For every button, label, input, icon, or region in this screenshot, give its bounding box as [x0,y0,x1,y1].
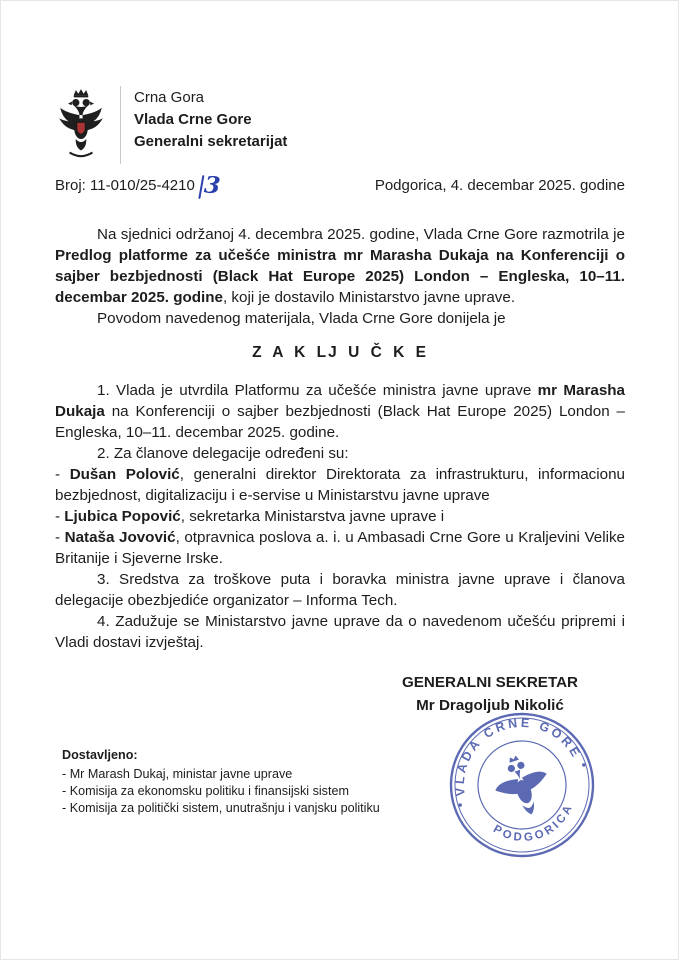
signer-title: GENERALNI SEKRETAR [401,674,579,691]
distribution-block [62,747,625,817]
conclusion-item-4: 4. Zadužuje se Ministarstvo javne uprave da o navedenom učešću pripremi i Vladi dostavi izvještaj. [55,613,625,651]
item1-text-end: na Konferenciji o sajber bezbjednosti (Black Hat Europe 2025) London – Engleska, 10–11. decembar 2025. godine. [55,403,625,441]
necks [74,105,89,115]
tail [76,139,86,150]
document-number-group [55,171,222,201]
signature-block [365,671,615,717]
signer-name: Mr Dragoljub Nikolić [416,697,564,714]
letterhead-divider [120,86,121,164]
place-and-date: Podgorica, 4. decembar 2025. godine [374,177,625,194]
letterhead-text [134,86,287,166]
conclusions-heading: Z A K LJ U Č K E [252,344,428,361]
item1-text: 1. Vlada je utvrdila Platformu za učešće ministra javne uprave [97,382,538,399]
shield [77,122,85,134]
delegation-member-2 [55,506,625,527]
proposal-title: Predlog platforme za učešće ministra mr Marasha Dukaja na Konferenciji o sajber bezbjednosti (Black Hat Europe 2025) London – Engleska, 10–11. decembar 2025. godine [55,247,625,306]
delegation-member-1 [55,464,625,506]
stamp-ring-top-text: VLADA CRNE GORE [452,715,585,797]
stamp-ring-bottom-text: PODGORICA [490,801,576,845]
left-beak [68,102,72,106]
government-name: Vlada Crne Gore [134,111,252,128]
conclusion-item-3: 3. Sredstva za troškove puta i boravka ministra javne uprave i članova delegacije obezbjediće organizator – Informa Tech. [55,571,625,609]
country-name: Crna Gora [134,89,205,106]
document-body [55,224,625,817]
document-number: Broj: 11-010/25-4210 [55,177,195,194]
dash: - [55,508,65,525]
distribution-item: - Komisija za ekonomsku politiku i finansijski sistem [62,784,349,798]
member-role: , generalni direktor Direktorata za infrastrukturu, informacionu bezbjednost, digitalizaciju i e-servise u Ministarstvu javne uprave [55,466,625,504]
intro-text: Na sjednici održanoj 4. decembra 2025. godine, Vlada Crne Gore razmotrila je [97,226,625,243]
right-beak [90,102,94,106]
reference-row [55,171,625,201]
coat-of-arms-svg [55,86,107,166]
minister-name: mr Marasha Dukaja [55,382,625,420]
dash: - [55,466,70,483]
distribution-item: - Komisija za politički sistem, unutrašnju i vanjsku politiku [62,801,380,815]
conclusion-item-1 [55,380,625,443]
intro-text-end: , koji je dostavilo Ministarstvo javne uprave. [222,289,516,306]
handwritten-copy-number: 3 [202,171,222,200]
member-role: , otpravnica poslova a. i. u Ambasadi Crne Gore u Kraljevini Velike Britanije i Sjeverne Irske. [55,529,626,567]
member-name: Ljubica Popović [64,508,181,525]
department-name: Generalni sekretarijat [134,133,288,150]
crown [74,89,89,95]
member-role: , sekretarka Ministarstva javne uprave i [180,508,445,525]
paragraph-povodom: Povodom navedenog materijala, Vlada Crne Gore donijela je [97,310,506,327]
distribution-label: Dostavljeno: [62,748,138,762]
distribution-item: - Mr Marash Dukaj, ministar javne uprave [62,767,293,781]
dash: - [55,529,65,546]
conclusion-item-2: 2. Za članove delegacije određeni su: [97,445,349,462]
member-name: Dušan Polović [69,466,180,483]
paragraph-intro [55,224,625,308]
letterhead [55,86,287,166]
delegation-member-3 [55,527,625,569]
member-name: Nataša Jovović [64,529,176,546]
montenegro-coat-of-arms-icon [55,86,107,166]
